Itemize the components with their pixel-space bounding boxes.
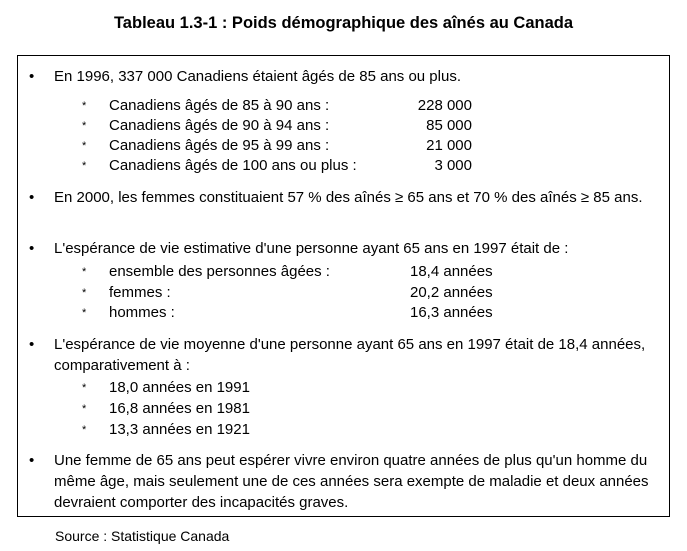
table-title: Tableau 1.3-1 : Poids démographique des aînés au Canada bbox=[113, 14, 574, 32]
section-1-item-4-label: Canadiens âgés de 100 ans ou plus : bbox=[109, 157, 357, 174]
bullet-marker: • bbox=[29, 452, 35, 469]
star-marker: * bbox=[82, 100, 87, 112]
star-marker: * bbox=[82, 266, 87, 278]
section-4-item-2-label: 16,8 années en 1981 bbox=[109, 400, 250, 417]
bullet-marker: • bbox=[29, 68, 35, 85]
section-1-item-2-value: 85 000 bbox=[426, 117, 472, 134]
section-1-item-3-value: 21 000 bbox=[426, 137, 472, 154]
section-5-text: Une femme de 65 ans peut espérer vivre environ quatre années de plus qu'un homme du même âge, mais seulement une de ces années sera exempte de maladie et deux années devraient comporter des incapacités graves. bbox=[54, 452, 649, 511]
section-3-item-3-value: 16,3 années bbox=[410, 304, 493, 321]
section-3-item-2-label: femmes : bbox=[109, 284, 171, 301]
star-marker: * bbox=[82, 403, 87, 415]
section-1-item-1-value: 228 000 bbox=[417, 97, 472, 114]
section-4-text: L'espérance de vie moyenne d'une personne ayant 65 ans en 1997 était de 18,4 années, comparativement à : bbox=[54, 336, 646, 374]
star-marker: * bbox=[82, 140, 87, 152]
section-3-item-1-label: ensemble des personnes âgées : bbox=[109, 263, 330, 280]
section-3-item-1-value: 18,4 années bbox=[410, 263, 493, 280]
section-4-item-3-label: 13,3 années en 1921 bbox=[109, 421, 250, 438]
section-1-item-3-label: Canadiens âgés de 95 à 99 ans : bbox=[109, 137, 330, 154]
section-1-item-4-value: 3 000 bbox=[434, 157, 472, 174]
star-marker: * bbox=[82, 287, 87, 299]
star-marker: * bbox=[82, 120, 87, 132]
section-3-item-2-value: 20,2 années bbox=[410, 284, 493, 301]
section-3-item-3-label: hommes : bbox=[109, 304, 175, 321]
star-marker: * bbox=[82, 424, 87, 436]
star-marker: * bbox=[82, 382, 87, 394]
section-1-item-2-label: Canadiens âgés de 90 à 94 ans : bbox=[109, 117, 330, 134]
source-note: Source : Statistique Canada bbox=[55, 528, 230, 544]
section-4-item-1-label: 18,0 années en 1991 bbox=[109, 379, 250, 396]
star-marker: * bbox=[82, 307, 87, 319]
bullet-marker: • bbox=[29, 189, 35, 206]
section-3-text: L'espérance de vie estimative d'une personne ayant 65 ans en 1997 était de : bbox=[54, 240, 569, 257]
section-1-item-1-label: Canadiens âgés de 85 à 90 ans : bbox=[109, 97, 330, 114]
bullet-marker: • bbox=[29, 240, 35, 257]
section-1-text: En 1996, 337 000 Canadiens étaient âgés de 85 ans ou plus. bbox=[54, 68, 461, 85]
section-2-text: En 2000, les femmes constituaient 57 % des aînés ≥ 65 ans et 70 % des aînés ≥ 85 ans. bbox=[54, 189, 643, 206]
star-marker: * bbox=[82, 160, 87, 172]
bullet-marker: • bbox=[29, 336, 35, 353]
